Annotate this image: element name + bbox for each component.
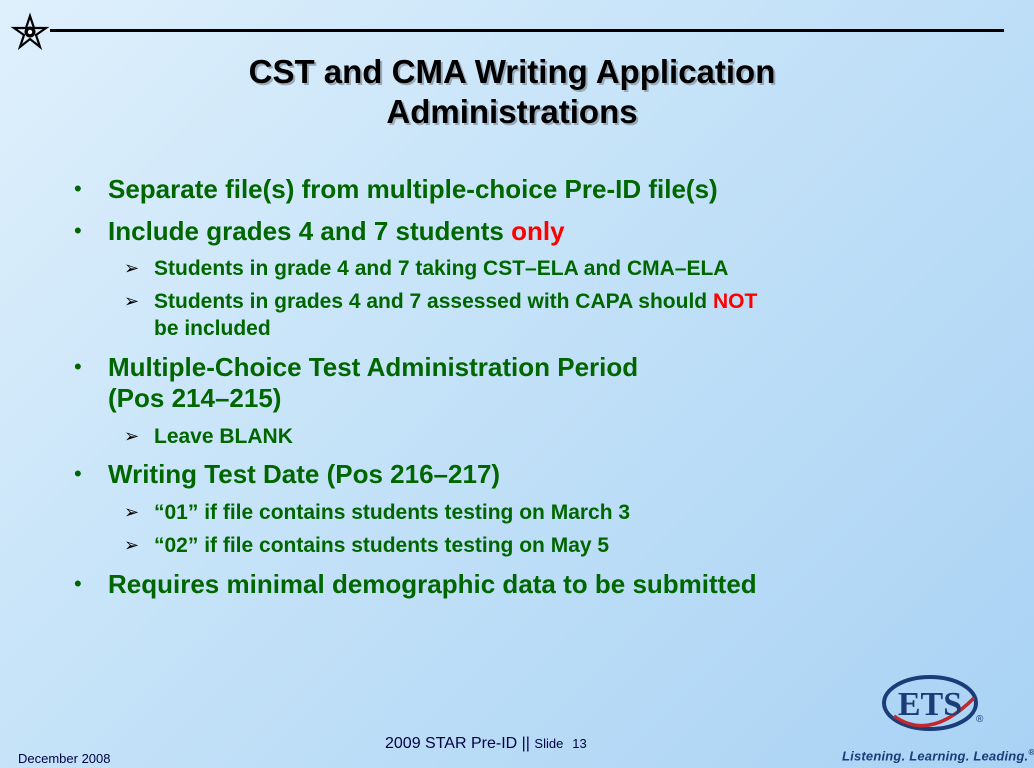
sub-bullet-text: Students in grades 4 and 7 assessed with CAPA should [154, 290, 713, 313]
footer-slide-number: 13 [572, 736, 587, 751]
sub-bullet-leave-blank [154, 423, 293, 450]
sub-bullet-text: “02” if file contains students testing on May 5 [154, 534, 610, 557]
sub-bullet-text: be included [154, 317, 271, 340]
sub-bullet-text: Students in grade 4 and 7 taking CST–ELA and CMA–ELA [154, 257, 729, 280]
ets-registered-mark: ® [976, 714, 984, 725]
sub-bullet-text: Leave BLANK [154, 425, 293, 448]
bullet-text: Multiple-Choice Test Administration Period [108, 352, 639, 382]
footer-program: 2009 STAR Pre-ID || [385, 735, 535, 752]
slide-title-line-2: Administrations [386, 93, 638, 130]
sub-bullet-march [154, 499, 630, 526]
sub-bullet-may [154, 532, 609, 559]
emphasis-not: NOT [712, 290, 758, 313]
bullet-text: (Pos 214–215) [108, 383, 282, 413]
footer-slide-label: Slide [534, 736, 564, 751]
emphasis-only: only [511, 216, 565, 246]
bullet-include-grades [108, 216, 565, 246]
ets-logo-text: ETS [897, 686, 963, 723]
sub-bullet-cst-cma [154, 255, 728, 282]
ets-tagline-text: Listening. Learning. Leading. [842, 748, 1029, 764]
footer-date: December 2008 [18, 751, 111, 766]
ets-tagline [842, 748, 1034, 763]
bullet-mc-admin-period-continued [108, 383, 281, 413]
bullet-separate-files [108, 174, 718, 204]
ets-tagline-mark: ® [1028, 748, 1034, 757]
bullet-text: Include grades 4 and 7 students [108, 216, 512, 246]
sub-bullet-text: “01” if file contains students testing on March 3 [154, 501, 631, 524]
bullet-text: Requires minimal demographic data to be submitted [108, 569, 757, 599]
sub-bullet-capa-continued [154, 315, 271, 342]
bullet-mc-admin-period [108, 352, 638, 382]
bullet-text: Writing Test Date (Pos 216–217) [108, 459, 501, 489]
slide-title-line-1: CST and CMA Writing Application [248, 53, 776, 90]
footer-slide-info [385, 735, 587, 753]
ets-logo [880, 672, 984, 734]
bullet-demographic [108, 569, 757, 599]
bullet-writing-test-date [108, 459, 500, 489]
bullet-text: Separate file(s) from multiple-choice Pre-ID file(s) [108, 174, 718, 204]
sub-bullet-capa [154, 288, 757, 315]
